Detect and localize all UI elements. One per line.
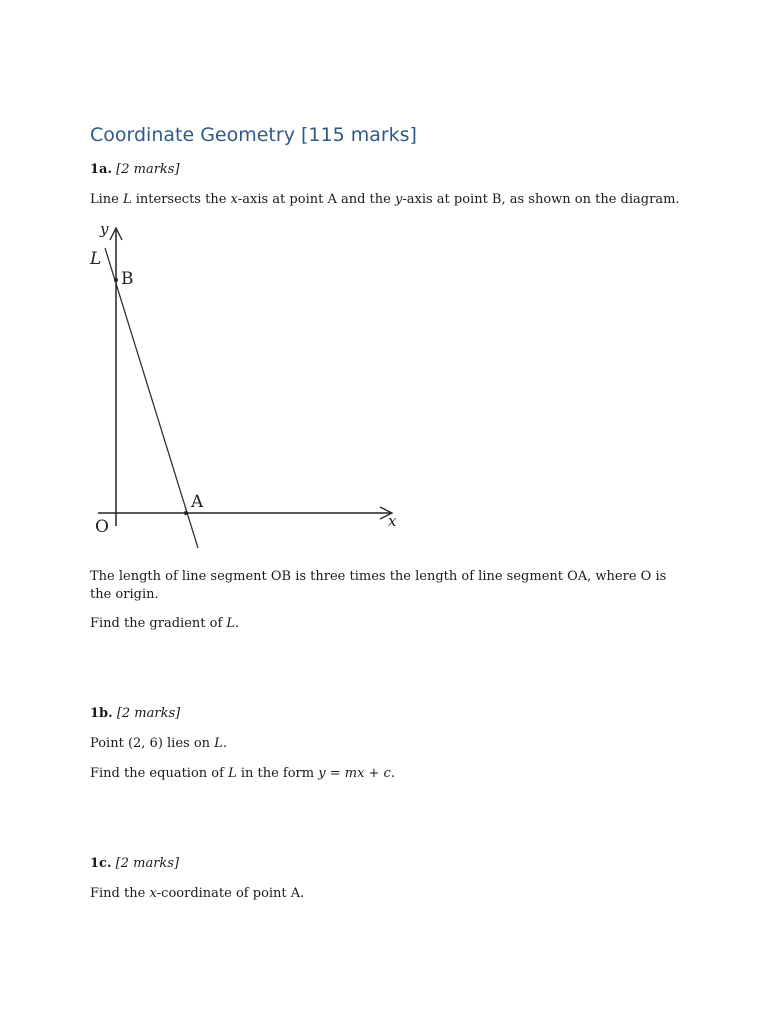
text: Find the gradient of (90, 616, 227, 631)
question-marks: [2 marks] (115, 856, 180, 871)
math-var: y (394, 192, 403, 207)
question-1b-header (90, 705, 180, 723)
text: . (235, 616, 240, 631)
text: Find the equation of (90, 766, 229, 781)
label-L: L (90, 249, 102, 269)
question-marks: [2 marks] (116, 706, 181, 721)
coordinate-diagram (88, 218, 408, 554)
text: in the form (236, 766, 319, 781)
line-L (105, 248, 198, 548)
question-1a-intro (90, 191, 680, 209)
text: Find the (90, 886, 150, 901)
text: . (222, 736, 227, 751)
text: lies on (162, 736, 215, 751)
question-1a-task (90, 615, 239, 633)
math-var: L (214, 736, 223, 751)
question-number: 1b. (90, 706, 113, 721)
text: -axis at point B, as shown on the diagram. (402, 192, 680, 207)
text: Line (90, 192, 123, 207)
text: -axis at point A and the (237, 192, 395, 207)
label-A: A (191, 492, 204, 512)
text: . (390, 766, 395, 781)
label-B: B (121, 269, 134, 289)
question-marks: [2 marks] (116, 162, 180, 177)
point-B (114, 278, 118, 282)
math-var: L (228, 766, 237, 781)
question-1a-statement: The length of line segment OB is three times the length of line segment OA, where O is the origin. (90, 569, 667, 602)
question-number: 1a. (90, 162, 112, 177)
math-var: L (226, 616, 236, 631)
question-number: 1c. (90, 856, 112, 871)
question-1c-header (90, 855, 179, 873)
math-equation: y = mx + c (318, 766, 391, 781)
text: Point (90, 736, 128, 751)
question-1b-point (90, 735, 227, 753)
text: -coordinate of point A. (156, 886, 305, 901)
point-A (184, 511, 188, 515)
question-1c-task (90, 885, 304, 903)
math-var: x (149, 886, 157, 901)
question-1a-header (90, 161, 180, 179)
label-O: O (95, 517, 109, 537)
math-var: x (230, 192, 238, 207)
label-x: x (388, 512, 397, 530)
page-title: Coordinate Geometry [115 marks] (90, 124, 417, 146)
text: intersects the (131, 192, 231, 207)
math-coords: (2, 6) (127, 736, 163, 751)
label-y: y (100, 220, 109, 238)
math-var: L (123, 192, 132, 207)
question-1b-task (90, 765, 395, 783)
